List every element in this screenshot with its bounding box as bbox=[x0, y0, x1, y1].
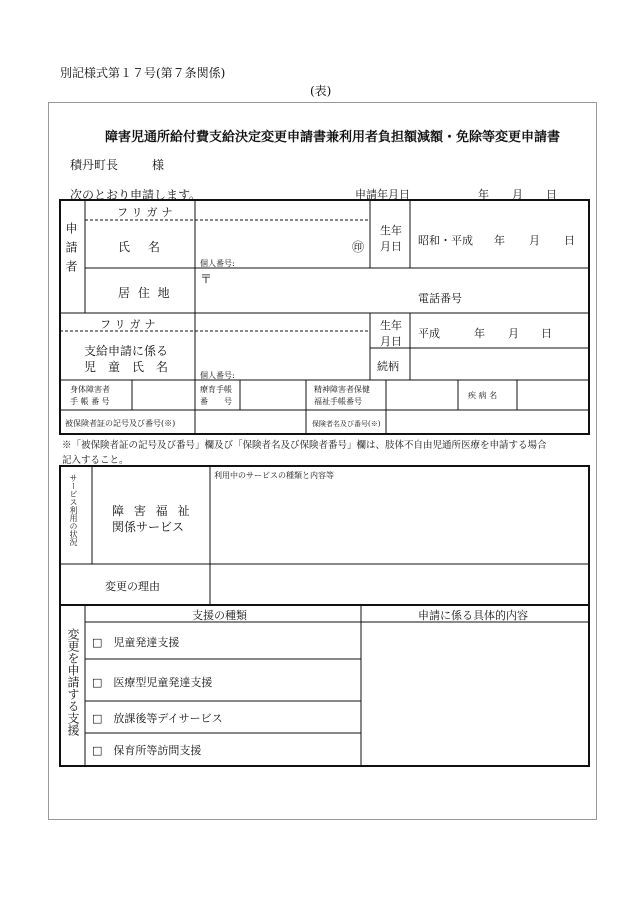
physical-handbook-label-2: 手 帳 番 号 bbox=[70, 397, 110, 406]
applicant-my-number-label: 個人番号: bbox=[200, 259, 235, 268]
rehab-handbook-label-2: 番 号 bbox=[200, 397, 232, 406]
welfare-service-label-2: 関係サービス bbox=[112, 520, 185, 534]
application-date-month: 月 bbox=[512, 188, 523, 201]
child-birth-day: 日 bbox=[541, 327, 552, 340]
child-birth-era: 平成 bbox=[418, 327, 440, 340]
support-item-after-school-day-service[interactable]: □ 放課後等デイサービス bbox=[92, 712, 223, 725]
child-birth-label-2: 月日 bbox=[380, 335, 402, 348]
application-date-year: 年 bbox=[478, 188, 489, 201]
support-item-nursery-visit[interactable]: □ 保育所等訪問支援 bbox=[92, 744, 202, 757]
physical-handbook-label-1: 身体障害者 bbox=[70, 385, 110, 394]
service-in-use-label: 利用中のサービスの種類と内容等 bbox=[214, 471, 334, 480]
support-detail-header: 申請に係る具体的内容 bbox=[418, 609, 528, 622]
insurance-number-label: 被保険者証の記号及び番号(※) bbox=[65, 419, 176, 428]
child-relation-label: 続柄 bbox=[377, 360, 399, 373]
rehab-handbook-label-1: 療育手帳 bbox=[200, 385, 232, 394]
applicant-furigana-label: フリガナ bbox=[117, 206, 177, 219]
note-line-1: ※「被保険者証の記号及び番号」欄及び「保険者名及び保険者番号」欄は、肢体不自由児通所医療を申請する場合 bbox=[62, 440, 547, 451]
support-item-medical-child-development[interactable]: □ 医療型児童発達支援 bbox=[92, 676, 213, 689]
application-date-day: 日 bbox=[546, 188, 557, 201]
applicant-birth-label-2: 月日 bbox=[380, 240, 402, 253]
applicant-birth-month: 月 bbox=[529, 234, 540, 247]
child-birth-year: 年 bbox=[474, 327, 485, 340]
postal-mark: 〒 bbox=[200, 272, 213, 286]
applicant-birth-era: 昭和・平成 bbox=[418, 234, 473, 247]
change-section-label: 変更を申請する支援 bbox=[66, 628, 80, 736]
child-birth-month: 月 bbox=[508, 327, 519, 340]
welfare-service-label-1: 障 害 福 祉 bbox=[112, 504, 193, 518]
child-furigana-label: フリガナ bbox=[100, 318, 160, 331]
page-title: 障害児通所給付費支給決定変更申請書兼利用者負担額減額・免除等変更申請書 bbox=[105, 130, 561, 145]
child-my-number-label: 個人番号: bbox=[200, 371, 235, 380]
change-reason-label: 変更の理由 bbox=[105, 580, 160, 593]
child-name-label-2: 児 童 氏 名 bbox=[84, 360, 169, 374]
child-name-label-1: 支給申請に係る bbox=[84, 344, 169, 358]
insurer-label: 保険者名及び番号(※) bbox=[312, 420, 381, 428]
mental-handbook-label-2: 福祉手帳番号 bbox=[314, 397, 362, 406]
applicant-address-label: 居 住 地 bbox=[118, 286, 172, 300]
intro-text: 次のとおり申請します。 bbox=[70, 188, 202, 202]
applicant-birth-label-1: 生年 bbox=[380, 224, 402, 237]
disease-name-label: 疾 病 名 bbox=[468, 391, 498, 400]
form-reference: 別記様式第１７号(第７条関係) bbox=[60, 66, 226, 80]
form-side-label: (表) bbox=[310, 84, 332, 98]
applicant-section-label: 申請者 bbox=[64, 222, 78, 279]
applicant-birth-year: 年 bbox=[494, 234, 505, 247]
mental-handbook-label-1: 精神障害者保健 bbox=[314, 385, 370, 394]
applicant-phone-label: 電話番号 bbox=[418, 292, 462, 305]
note-line-2: 記入すること。 bbox=[62, 455, 129, 466]
addressee-town: 積丹町長 bbox=[70, 158, 119, 172]
seal-mark: ㊞ bbox=[352, 240, 365, 254]
support-item-child-development[interactable]: □ 児童発達支援 bbox=[92, 636, 180, 649]
addressee-honorific: 様 bbox=[152, 158, 165, 172]
applicant-name-label: 氏 名 bbox=[118, 240, 164, 254]
service-section-label: サービス利用の状況 bbox=[69, 474, 78, 546]
support-type-header: 支援の種類 bbox=[192, 609, 247, 622]
application-date-label: 申請年月日 bbox=[355, 188, 410, 201]
applicant-birth-day: 日 bbox=[564, 234, 575, 247]
child-birth-label-1: 生年 bbox=[380, 319, 402, 332]
